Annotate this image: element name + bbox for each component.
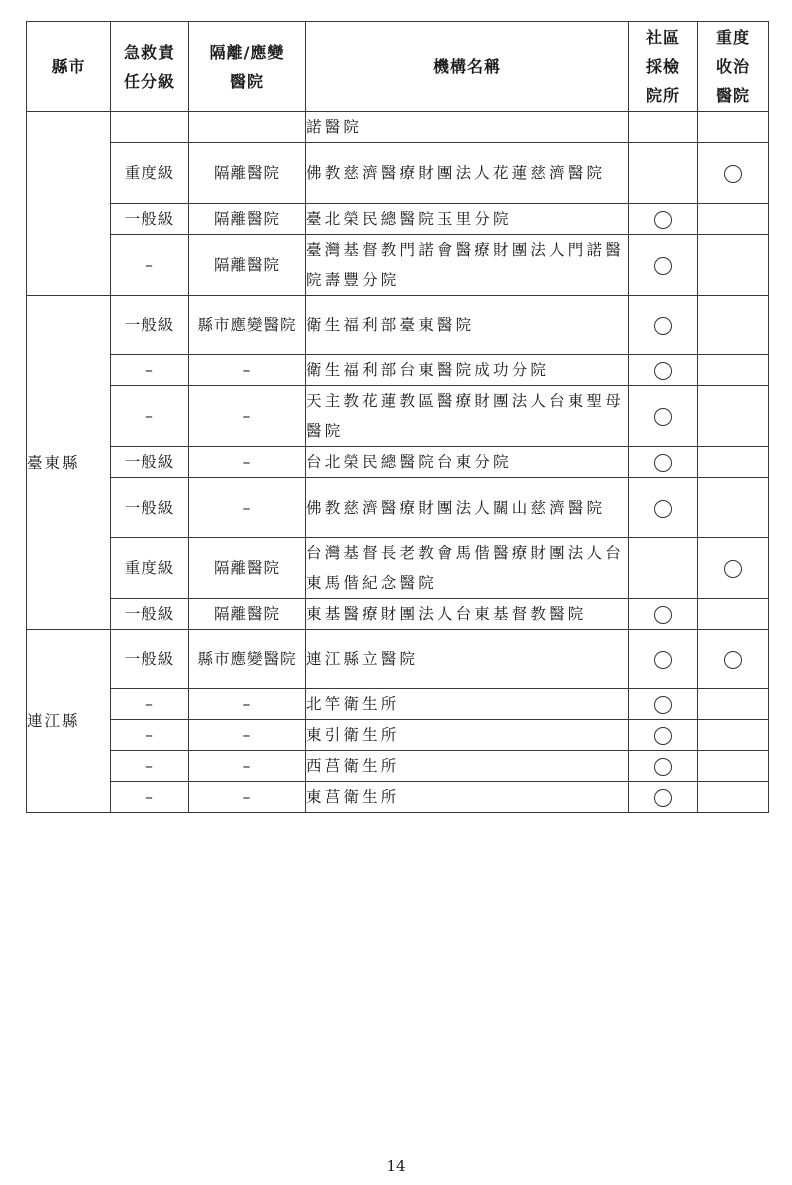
- institution-name-cell: 西莒衛生所: [306, 751, 629, 782]
- isolation-cell: –: [189, 355, 306, 386]
- isolation-cell: –: [189, 689, 306, 720]
- severe-care-cell: [698, 447, 769, 478]
- table-body: [27, 112, 769, 813]
- severe-care-cell: [698, 538, 769, 599]
- isolation-cell: [189, 112, 306, 143]
- circle-mark-icon: [654, 211, 672, 229]
- severe-care-cell: [698, 143, 769, 204]
- institution-name-cell: 臺灣基督教門諾會醫療財團法人門諾醫院壽豐分院: [306, 235, 629, 296]
- level-cell: 一般級: [111, 204, 189, 235]
- level-cell: 一般級: [111, 630, 189, 689]
- level-cell: –: [111, 386, 189, 447]
- header-severe: 重度 收治 醫院: [698, 22, 769, 112]
- circle-mark-icon: [724, 651, 742, 669]
- severe-care-cell: [698, 630, 769, 689]
- community-testing-cell: [629, 143, 698, 204]
- page-number: 14: [386, 1157, 406, 1175]
- hospital-table: [26, 21, 769, 813]
- circle-mark-icon: [654, 758, 672, 776]
- level-cell: –: [111, 782, 189, 813]
- community-testing-cell: [629, 447, 698, 478]
- institution-name-cell: 佛教慈濟醫療財團法人關山慈濟醫院: [306, 478, 629, 538]
- community-testing-cell: [629, 751, 698, 782]
- circle-mark-icon: [654, 727, 672, 745]
- isolation-cell: –: [189, 751, 306, 782]
- community-testing-cell: [629, 478, 698, 538]
- isolation-cell: –: [189, 386, 306, 447]
- header-county: 縣市: [27, 22, 111, 112]
- severe-care-cell: [698, 235, 769, 296]
- severe-care-cell: [698, 204, 769, 235]
- level-cell: –: [111, 235, 189, 296]
- header-name: 機構名稱: [306, 22, 629, 112]
- level-cell: 重度級: [111, 143, 189, 204]
- circle-mark-icon: [654, 317, 672, 335]
- level-cell: –: [111, 689, 189, 720]
- community-testing-cell: [629, 689, 698, 720]
- severe-care-cell: [698, 386, 769, 447]
- county-cell: 臺東縣: [27, 296, 111, 630]
- circle-mark-icon: [654, 789, 672, 807]
- institution-name-cell: 北竿衛生所: [306, 689, 629, 720]
- level-cell: 一般級: [111, 599, 189, 630]
- header-isolation: 隔離/應變 醫院: [189, 22, 306, 112]
- level-cell: [111, 112, 189, 143]
- isolation-cell: 隔離醫院: [189, 235, 306, 296]
- severe-care-cell: [698, 782, 769, 813]
- circle-mark-icon: [654, 454, 672, 472]
- level-cell: 重度級: [111, 538, 189, 599]
- table-row: [27, 630, 769, 689]
- community-testing-cell: [629, 296, 698, 355]
- isolation-cell: 隔離醫院: [189, 599, 306, 630]
- isolation-cell: –: [189, 720, 306, 751]
- table-row: [27, 782, 769, 813]
- header-level: 急救責 任分級: [111, 22, 189, 112]
- circle-mark-icon: [654, 606, 672, 624]
- institution-name-cell: 天主教花蓮教區醫療財團法人台東聖母醫院: [306, 386, 629, 447]
- level-cell: –: [111, 720, 189, 751]
- table-row: [27, 720, 769, 751]
- table-row: [27, 478, 769, 538]
- institution-name-cell: 台灣基督長老教會馬偕醫療財團法人台東馬偕紀念醫院: [306, 538, 629, 599]
- table-row: [27, 447, 769, 478]
- isolation-cell: 縣市應變醫院: [189, 630, 306, 689]
- table-row: [27, 599, 769, 630]
- community-testing-cell: [629, 112, 698, 143]
- level-cell: 一般級: [111, 447, 189, 478]
- community-testing-cell: [629, 355, 698, 386]
- circle-mark-icon: [654, 408, 672, 426]
- severe-care-cell: [698, 355, 769, 386]
- severe-care-cell: [698, 112, 769, 143]
- table-row: [27, 689, 769, 720]
- community-testing-cell: [629, 204, 698, 235]
- level-cell: 一般級: [111, 478, 189, 538]
- table-row: [27, 112, 769, 143]
- institution-name-cell: 東基醫療財團法人台東基督教醫院: [306, 599, 629, 630]
- institution-name-cell: 佛教慈濟醫療財團法人花蓮慈濟醫院: [306, 143, 629, 204]
- county-cell: [27, 112, 111, 296]
- county-cell: 連江縣: [27, 630, 111, 813]
- table-row: [27, 296, 769, 355]
- circle-mark-icon: [724, 560, 742, 578]
- community-testing-cell: [629, 538, 698, 599]
- community-testing-cell: [629, 235, 698, 296]
- severe-care-cell: [698, 478, 769, 538]
- circle-mark-icon: [654, 257, 672, 275]
- severe-care-cell: [698, 689, 769, 720]
- community-testing-cell: [629, 386, 698, 447]
- isolation-cell: –: [189, 782, 306, 813]
- table-row: [27, 386, 769, 447]
- institution-name-cell: 衛生福利部台東醫院成功分院: [306, 355, 629, 386]
- circle-mark-icon: [654, 500, 672, 518]
- circle-mark-icon: [654, 362, 672, 380]
- table-row: [27, 538, 769, 599]
- severe-care-cell: [698, 720, 769, 751]
- isolation-cell: 隔離醫院: [189, 204, 306, 235]
- severe-care-cell: [698, 599, 769, 630]
- table-row: [27, 355, 769, 386]
- level-cell: 一般級: [111, 296, 189, 355]
- institution-name-cell: 東引衛生所: [306, 720, 629, 751]
- institution-name-cell: 台北榮民總醫院台東分院: [306, 447, 629, 478]
- level-cell: –: [111, 751, 189, 782]
- table-row: [27, 235, 769, 296]
- circle-mark-icon: [724, 165, 742, 183]
- circle-mark-icon: [654, 651, 672, 669]
- institution-name-cell: 臺北榮民總醫院玉里分院: [306, 204, 629, 235]
- isolation-cell: 隔離醫院: [189, 143, 306, 204]
- institution-name-cell: 連江縣立醫院: [306, 630, 629, 689]
- circle-mark-icon: [654, 696, 672, 714]
- isolation-cell: 隔離醫院: [189, 538, 306, 599]
- table-row: [27, 204, 769, 235]
- isolation-cell: –: [189, 447, 306, 478]
- header-row: [27, 22, 769, 112]
- institution-name-cell: 東莒衛生所: [306, 782, 629, 813]
- severe-care-cell: [698, 751, 769, 782]
- table-row: [27, 751, 769, 782]
- institution-name-cell: 衛生福利部臺東醫院: [306, 296, 629, 355]
- institution-name-cell: 諾醫院: [306, 112, 629, 143]
- community-testing-cell: [629, 782, 698, 813]
- level-cell: –: [111, 355, 189, 386]
- community-testing-cell: [629, 599, 698, 630]
- severe-care-cell: [698, 296, 769, 355]
- community-testing-cell: [629, 630, 698, 689]
- community-testing-cell: [629, 720, 698, 751]
- isolation-cell: 縣市應變醫院: [189, 296, 306, 355]
- table-row: [27, 143, 769, 204]
- header-community: 社區 採檢 院所: [629, 22, 698, 112]
- isolation-cell: –: [189, 478, 306, 538]
